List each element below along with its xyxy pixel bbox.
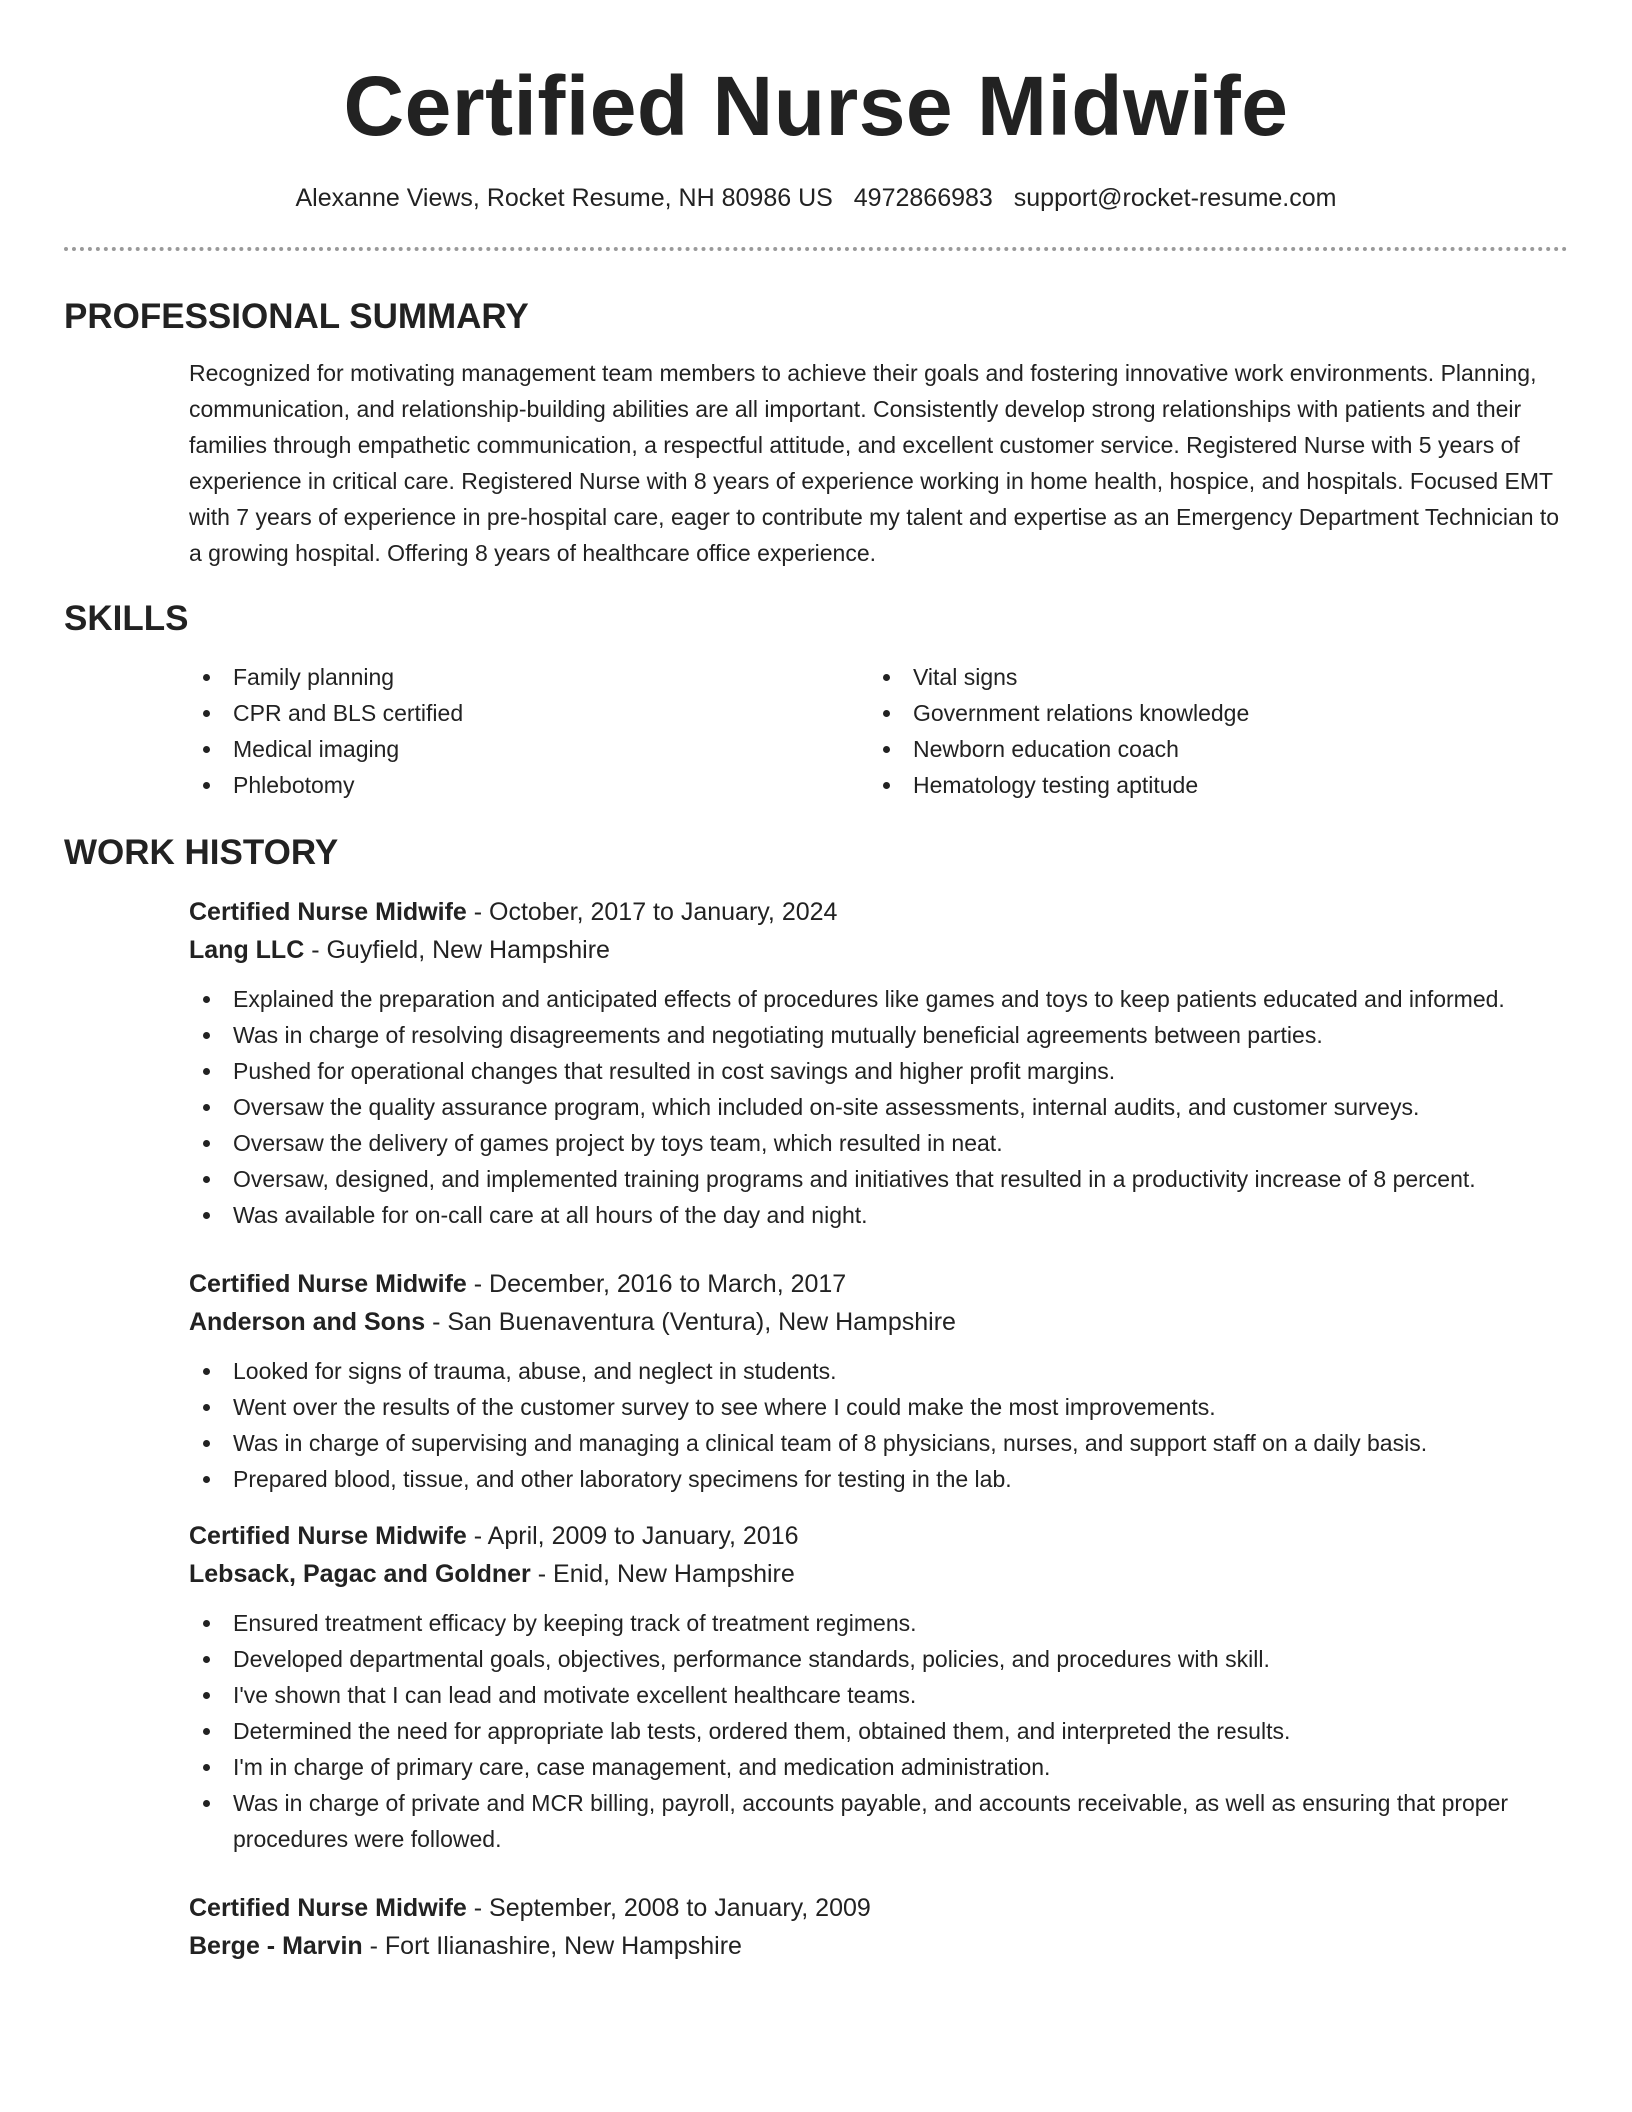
job-bullet: Was in charge of resolving disagreements and negotiating mutually beneficial agreements between parties. <box>189 1017 1568 1053</box>
job-bullet: I've shown that I can lead and motivate excellent healthcare teams. <box>189 1677 1568 1713</box>
skill-item: Vital signs <box>869 659 1549 695</box>
job-bullets <box>189 1353 1568 1497</box>
job-title-line <box>189 893 1568 931</box>
job-dates: - April, 2009 to January, 2016 <box>466 1522 799 1550</box>
job-title: Certified Nurse Midwife <box>189 1522 467 1550</box>
summary-text: Recognized for motivating management team members to achieve their goals and fostering innovative work environments. Planning, communication, and relationship-building abilities are all important. Consistently develop strong relationships with patients and their families through empathetic communication, a respectful attitude, and excellent customer service. Registered Nurse with 5 years of experience in critical care. Registered Nurse with 8 years of experience working in home health, hospice, and hospitals. Focused EMT with 7 years of experience in pre-hospital care, eager to contribute my talent and expertise as an Emergency Department Technician to a growing hospital. Offering 8 years of healthcare office experience. <box>189 360 1560 566</box>
resume-name: Certified Nurse Midwife <box>343 59 1289 153</box>
job-location: - San Buenaventura (Ventura), New Hampshire <box>425 1308 956 1336</box>
skill-item: Government relations knowledge <box>869 695 1549 731</box>
job-company: Lebsack, Pagac and Goldner <box>189 1560 531 1588</box>
job-entry <box>189 1517 1568 1857</box>
skill-item: Newborn education coach <box>869 731 1549 767</box>
work-history-heading: WORK HISTORY <box>64 833 339 872</box>
skill-item: Family planning <box>189 659 869 695</box>
job-title-line <box>189 1889 1568 1927</box>
job-bullet: Oversaw the delivery of games project by toys team, which resulted in neat. <box>189 1125 1568 1161</box>
job-bullet: Ensured treatment efficacy by keeping track of treatment regimens. <box>189 1605 1568 1641</box>
job-bullet: Oversaw, designed, and implemented training programs and initiatives that resulted in a productivity increase of 8 percent. <box>189 1161 1568 1197</box>
job-bullet: Explained the preparation and anticipated effects of procedures like games and toys to keep patients educated and informed. <box>189 981 1568 1017</box>
job-title-line <box>189 1517 1568 1555</box>
contact-email: support@rocket-resume.com <box>1013 184 1337 212</box>
job-company-line <box>189 1927 1568 1965</box>
job-bullets <box>189 981 1568 1233</box>
job-entry <box>189 1889 1568 1965</box>
job-company: Lang LLC <box>189 936 305 964</box>
job-company: Anderson and Sons <box>189 1308 426 1336</box>
job-company-line <box>189 931 1568 969</box>
job-entry <box>189 893 1568 1233</box>
job-location: - Enid, New Hampshire <box>530 1560 795 1588</box>
job-bullets <box>189 1605 1568 1857</box>
job-location: - Fort Ilianashire, New Hampshire <box>362 1932 742 1960</box>
skill-item: CPR and BLS certified <box>189 695 869 731</box>
job-bullet: Developed departmental goals, objectives, performance standards, policies, and procedures with skill. <box>189 1641 1568 1677</box>
skill-item: Hematology testing aptitude <box>869 767 1549 803</box>
skill-item: Medical imaging <box>189 731 869 767</box>
job-bullet: Went over the results of the customer survey to see where I could make the most improvements. <box>189 1389 1568 1425</box>
job-bullet: Was in charge of supervising and managing a clinical team of 8 physicians, nurses, and support staff on a daily basis. <box>189 1425 1568 1461</box>
job-dates: - October, 2017 to January, 2024 <box>466 898 838 926</box>
skills-heading: SKILLS <box>64 599 189 638</box>
contact-address: Alexanne Views, Rocket Resume, NH 80986 US <box>295 184 833 212</box>
work-history-list <box>189 893 1568 1965</box>
job-bullet: Determined the need for appropriate lab tests, ordered them, obtained them, and interpreted the results. <box>189 1713 1568 1749</box>
resume-page <box>64 0 1568 1965</box>
job-dates: - September, 2008 to January, 2009 <box>466 1894 871 1922</box>
job-company: Berge - Marvin <box>189 1932 363 1960</box>
job-bullet: Was in charge of private and MCR billing, payroll, accounts payable, and accounts receivable, as well as ensuring that proper procedures were followed. <box>189 1785 1568 1857</box>
job-bullet: Looked for signs of trauma, abuse, and neglect in students. <box>189 1353 1568 1389</box>
job-title: Certified Nurse Midwife <box>189 898 467 926</box>
job-bullet: Pushed for operational changes that resulted in cost savings and higher profit margins. <box>189 1053 1568 1089</box>
skills-column-right <box>869 659 1549 803</box>
job-title-line <box>189 1265 1568 1303</box>
skills-column-left <box>189 659 869 803</box>
job-title: Certified Nurse Midwife <box>189 1894 467 1922</box>
job-bullet: Prepared blood, tissue, and other laboratory specimens for testing in the lab. <box>189 1461 1568 1497</box>
job-bullet: I'm in charge of primary care, case management, and medication administration. <box>189 1749 1568 1785</box>
job-company-line <box>189 1555 1568 1593</box>
contact-phone: 4972866983 <box>853 184 993 212</box>
header-divider <box>64 247 1568 251</box>
job-company-line <box>189 1303 1568 1341</box>
skill-item: Phlebotomy <box>189 767 869 803</box>
contact-line <box>64 182 1568 214</box>
job-dates: - December, 2016 to March, 2017 <box>466 1270 847 1298</box>
job-entry <box>189 1265 1568 1497</box>
job-bullet: Was available for on-call care at all hours of the day and night. <box>189 1197 1568 1233</box>
summary-heading: PROFESSIONAL SUMMARY <box>64 297 529 336</box>
job-location: - Guyfield, New Hampshire <box>304 936 610 964</box>
job-title: Certified Nurse Midwife <box>189 1270 467 1298</box>
job-bullet: Oversaw the quality assurance program, which included on-site assessments, internal audits, and customer surveys. <box>189 1089 1568 1125</box>
skills-list <box>189 659 1568 803</box>
